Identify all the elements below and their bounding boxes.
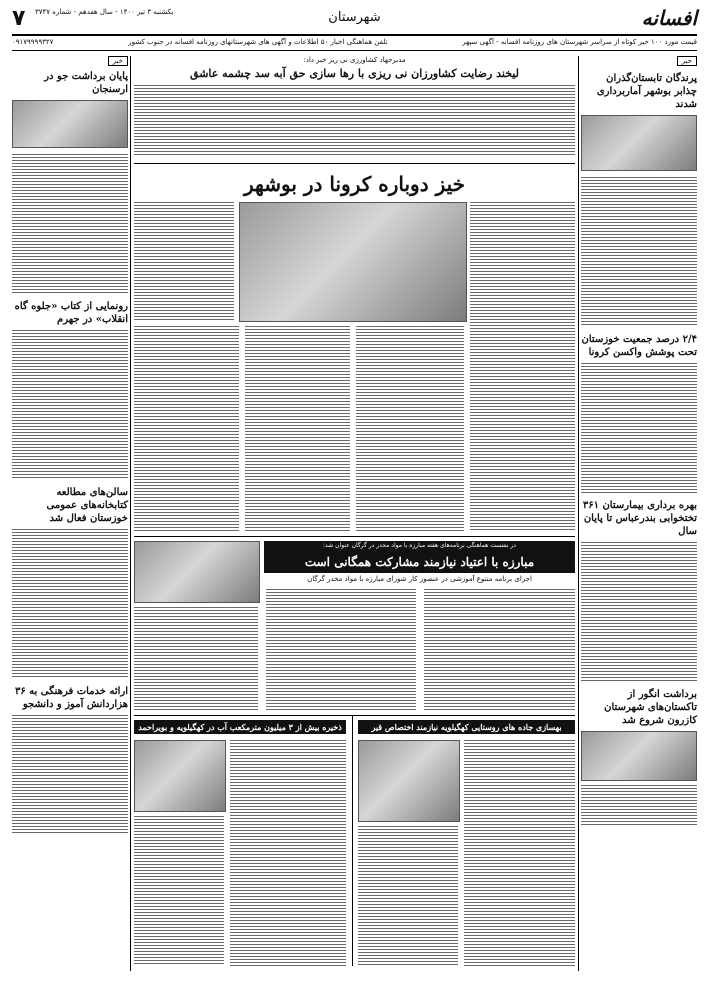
bottom-left-text-a	[230, 740, 346, 966]
contact-left: ۰۹۱۷۹۹۹۹۳۲۷	[12, 38, 54, 46]
bottom-left-text-b	[134, 816, 224, 966]
bottom-stories	[134, 716, 575, 966]
drug-story-headline: مبارزه با اعتیاد نیازمند مشارکت همگانی است	[264, 551, 575, 573]
drug-story-text-b	[266, 589, 416, 711]
harvester-photo	[12, 100, 128, 148]
left-article-1-text	[12, 154, 128, 294]
contact-rule	[12, 50, 697, 51]
main-story-text-col-b	[470, 202, 575, 532]
drug-story	[134, 551, 575, 711]
right-column	[581, 56, 697, 971]
right-headline-4: برداشت انگور از تاکستان‌های شهرستان کازرون شروع شد	[604, 689, 697, 726]
right-article-1-text	[581, 177, 697, 327]
left-headline-2: رونمایی از کتاب «جلوه گاه انقلاب» در جهرم	[14, 301, 128, 325]
drug-story-text-a	[134, 607, 258, 711]
left-column-tag: خبر	[108, 56, 128, 66]
drug-story-subheadline: اجرای برنامه متنوع آموزشی در عنصور کار شورای مبارزه با مواد مخدر گرگان	[307, 575, 532, 583]
bottom-right-headline: بهسازی جاده های روستایی کهگیلویه نیازمند اختصاص قیر	[358, 720, 575, 734]
main-story-text-col-e	[356, 326, 464, 532]
main-story-headline: خیز دوباره کرونا در بوشهر	[244, 172, 465, 196]
water-photo	[134, 740, 226, 812]
right-headline-1: پرندگان تابستان‌گذران چذابر بوشهر آماربرداری شدند	[596, 73, 697, 110]
road-roller-photo	[358, 740, 460, 822]
left-article-3-text	[12, 529, 128, 679]
left-article-4-text	[12, 715, 128, 835]
grapes-photo	[581, 731, 697, 781]
birds-photo	[581, 115, 697, 171]
main-story-text-col-d	[245, 326, 350, 532]
left-column	[12, 56, 128, 971]
right-article-3-text	[581, 542, 697, 682]
middle-column	[134, 56, 575, 971]
right-column-tag: خبر	[677, 56, 697, 66]
main-story-text-col-a	[134, 202, 234, 320]
column-divider-left	[130, 56, 131, 971]
bottom-right-text-b	[358, 826, 458, 966]
column-divider-right	[578, 56, 579, 971]
hospital-photo	[239, 202, 467, 322]
top-story-kicker: مدیرجهاد کشاورزی نی ریز خبر داد:	[303, 56, 406, 64]
section-title: شهرستان	[328, 10, 381, 25]
contact-bar	[12, 36, 697, 49]
left-headline-3: سالن‌های مطالعه کتابخانه‌های عمومی خوزستان فعال شد	[46, 487, 128, 524]
right-headline-3: بهره برداری بیمارستان ۳۶۱ تختخوابی بندرعباس تا پایان سال	[582, 500, 697, 537]
right-article-2-text	[581, 363, 697, 493]
drug-story-text-c	[424, 589, 575, 711]
left-headline-4: ارائه خدمات فرهنگی به ۳۶ هزاردانش آموز و دانشجو	[14, 686, 128, 710]
page-number: ۷	[12, 6, 26, 31]
left-article-2-text	[12, 330, 128, 480]
left-headline-1: پایان برداشت جو در ارسنجان	[44, 71, 128, 95]
right-article-4-text	[581, 785, 697, 827]
bottom-right-text-a	[464, 740, 575, 966]
drug-story-kicker: در نشست هماهنگی برنامه‌های هفته مبارزه با مواد مخدر در گرگان عنوان شد:	[264, 541, 575, 551]
meeting-photo	[134, 541, 260, 603]
main-story-body	[134, 202, 575, 532]
masthead-logo: افسانه	[641, 6, 697, 30]
contact-right: قیمت مورد ۱۰۰ خبر کوتاه از سراسر شهرستان های روزنامه افسانه - آگهی سپهر	[462, 38, 697, 46]
contact-mid: تلفن هماهنگی اخبار ۵۰ اطلاعات و آگهی های شهرستانهای روزنامه افسانه در جنوب کشور	[128, 38, 388, 46]
top-story-text	[134, 85, 575, 157]
main-story-text-col-c	[134, 326, 239, 532]
dateline: یکشنبه ۳ تیر ۱۴۰۰ - سال هفدهم - شماره ۳۷۴۷	[35, 8, 174, 16]
top-story-headline: لیخند رضایت کشاورزان نی ریزی با رها سازی حق آبه سد چشمه عاشق	[190, 67, 519, 80]
bottom-left-headline: ذخیره بیش از ۳ میلیون مترمکعب آب در کهگیلویه و بویراحمد	[134, 720, 346, 734]
right-headline-2: ۲/۴ درصد جمعیت خوزستان تحت پوشش واکسن کرونا	[581, 334, 697, 358]
